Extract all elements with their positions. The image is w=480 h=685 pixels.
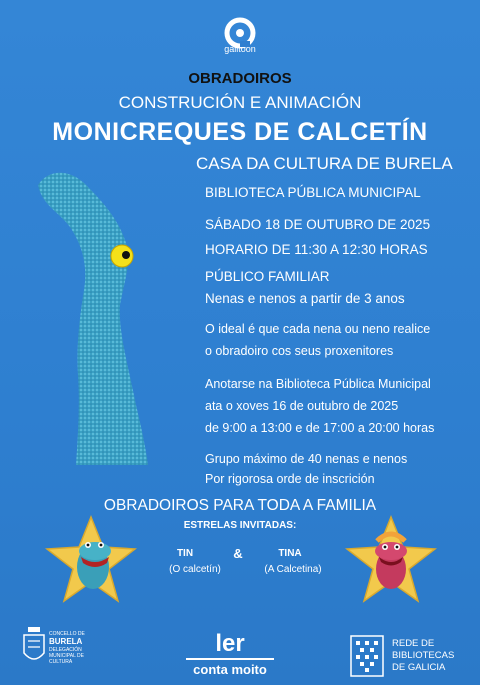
familia-heading: OBRADOIROS PARA TODA A FAMILIA (103, 497, 377, 514)
star-tina-icon (345, 515, 437, 605)
guest-ampersand: & (233, 546, 243, 561)
guest-tin-desc: (O calcetín) (169, 564, 221, 575)
star-tin-icon (45, 515, 137, 605)
info-horario: HORARIO DE 11:30 A 12:30 HORAS (205, 242, 428, 257)
guest-tina-name: TINA (278, 548, 302, 559)
info-publico: PÚBLICO FAMILIAR (205, 269, 330, 284)
conta-moito-text: conta moito (193, 662, 267, 677)
concello-text-4: MUNICIPAL DE (49, 653, 85, 659)
concello-text-1: CONCELLO DE (49, 631, 85, 637)
info-anotarse-line2: ata o xoves 16 de outubro de 2025 (205, 399, 399, 413)
galicia-flag-icon (350, 635, 384, 677)
ler-divider (186, 658, 274, 660)
burela-crest-icon (22, 625, 46, 669)
heading-casa-cultura: CASA DA CULTURA DE BURELA (196, 154, 453, 173)
info-ideal-line2: o obradoiro cos seus proxenitores (205, 344, 394, 358)
ler-conta-moito-logo (175, 632, 285, 677)
sock-puppet-image (28, 165, 178, 480)
rede-text-2: BIBLIOTECAS (392, 650, 455, 661)
info-idade: Nenas e nenos a partir de 3 anos (205, 291, 405, 306)
concello-text-3: DELEGACIÓN (49, 647, 82, 653)
page-title: MONICREQUES DE CALCETÍN (52, 118, 428, 146)
info-ideal-line1: O ideal é que cada nena ou neno realice (205, 322, 431, 336)
concello-text-2: BURELA (49, 637, 83, 646)
rede-text-1: REDE DE (392, 638, 435, 649)
heading-construcion: CONSTRUCIÓN E ANIMACIÓN (118, 93, 362, 112)
ler-text: ler (215, 630, 245, 657)
info-anotarse-line3: de 9:00 a 13:00 e de 17:00 a 20:00 horas (205, 421, 435, 435)
guest-tina-desc: (A Calcetina) (264, 564, 322, 575)
heading-obradoiros: OBRADOIROS (188, 70, 292, 87)
info-grupo-line1: Grupo máximo de 40 nenas e nenos (205, 452, 408, 466)
logo-text: galitoon (224, 44, 256, 54)
info-anotarse-line1: Anotarse na Biblioteca Pública Municipal (205, 377, 431, 391)
concello-text-5: CULTURA (49, 659, 73, 665)
concello-burela-logo (22, 625, 102, 673)
info-data: SÁBADO 18 DE OUTUBRO DE 2025 (205, 217, 431, 232)
rede-text-3: DE GALICIA (392, 662, 446, 673)
info-grupo-line2: Por rigorosa orde de inscrición (205, 472, 375, 486)
estrelas-heading: ESTRELAS INVITADAS: (183, 520, 297, 531)
info-biblioteca: BIBLIOTECA PÚBLICA MUNICIPAL (205, 185, 421, 200)
guest-tin-name: TIN (176, 548, 194, 559)
rede-bibliotecas-logo (350, 635, 470, 680)
